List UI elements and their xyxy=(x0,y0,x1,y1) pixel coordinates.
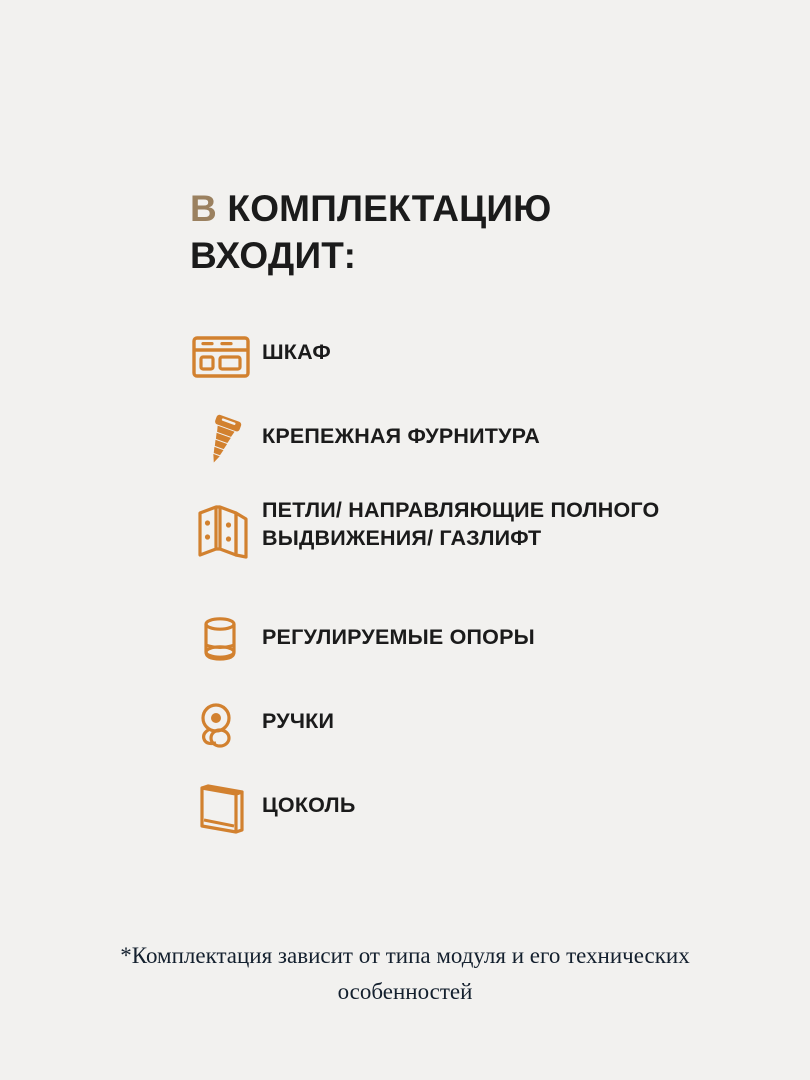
list-item-label: КРЕПЕЖНАЯ ФУРНИТУРА xyxy=(262,424,541,448)
cabinet-icon xyxy=(190,325,262,387)
list-item-label: ШКАФ xyxy=(262,340,331,364)
page-title-rest: КОМПЛЕКТАЦИЮ ВХОДИТ: xyxy=(190,187,552,277)
list-item-label: РЕГУЛИРУЕМЫЕ ОПОРЫ xyxy=(262,625,535,649)
footnote-text: *Комплектация зависит от типа модуля и его технических особенностей xyxy=(120,943,690,1004)
list-item xyxy=(190,409,660,471)
knob-handle-icon xyxy=(190,694,262,756)
screw-icon xyxy=(190,409,262,471)
list-item xyxy=(190,493,660,588)
list-item xyxy=(190,778,660,840)
list-item xyxy=(190,694,660,756)
leg-support-icon xyxy=(190,610,262,672)
list-item-label: РУЧКИ xyxy=(262,709,335,733)
inclusions-list xyxy=(190,325,660,862)
list-item-label: ЦОКОЛЬ xyxy=(262,793,356,817)
hinge-icon xyxy=(190,493,262,561)
list-item-label: ПЕТЛИ/ НАПРАВЛЯЮЩИЕ ПОЛНОГО ВЫДВИЖЕНИЯ/ ГАЗЛИФТ xyxy=(262,498,660,550)
page-title xyxy=(190,185,670,280)
list-item xyxy=(190,610,660,672)
list-item xyxy=(190,325,660,387)
page-title-lead: В xyxy=(190,187,228,229)
plinth-icon xyxy=(190,778,262,840)
